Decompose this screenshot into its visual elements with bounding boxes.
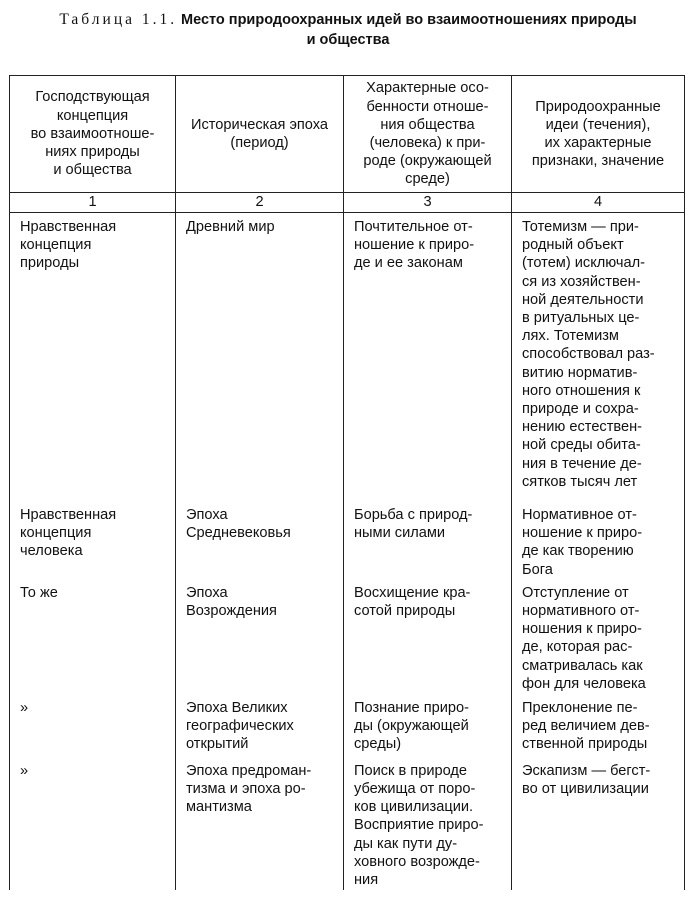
cell-text-line: Нравственная [20, 219, 117, 235]
caption-title-line2: и общества [306, 32, 390, 48]
cell-text-line: де, которая рас- [522, 639, 633, 656]
cell-text-line: ния общества [380, 116, 475, 133]
cell-text-line: » [20, 699, 29, 716]
cell-text-line: ной деятельности [522, 291, 644, 308]
table-row [10, 757, 685, 890]
cell-text-line: (тотем) исключал- [522, 255, 645, 272]
cell-ideas [512, 694, 685, 757]
cell-text-line: их характерные [544, 135, 652, 151]
cell-text-line: убежища от поро- [354, 781, 476, 798]
header-cell-epoch [176, 76, 344, 193]
cell-epoch [176, 757, 344, 890]
cell-relations [344, 213, 512, 502]
cell-text-line: ды как пути ду- [354, 835, 458, 852]
cell-text-line: Господствующая [35, 89, 150, 106]
cell-text-line: во от цивилизации [522, 781, 649, 798]
cell-text-line: Эпоха Великих [186, 699, 288, 716]
cell-text-line: де и ее законам [354, 255, 463, 272]
cell-text-line: (человека) к при- [369, 135, 486, 151]
cell-text-line: среде) [405, 171, 450, 188]
cell-text-line: во взаимоотноше- [30, 125, 155, 142]
cell-concept [10, 213, 176, 502]
cell-text-line: способствовал раз- [522, 346, 655, 363]
cell-ideas [512, 579, 685, 694]
cell-ideas [512, 501, 685, 579]
cell-text-line: Историческая эпоха [190, 116, 329, 133]
cell-text-line: концепция [20, 237, 92, 254]
table-caption [0, 10, 696, 50]
cell-text-line: мантизма [186, 799, 252, 816]
cell-ideas [512, 213, 685, 502]
cell-text-line: Бога [522, 561, 553, 578]
cell-text-line: природе и сохра- [522, 401, 639, 418]
caption-title-line1: Место природоохранных идей во взаимоотношениях природы [181, 12, 637, 28]
cell-text-line: бенности отноше- [366, 98, 489, 115]
cell-relations [344, 757, 512, 890]
cell-text-line: идеи (течения), [545, 116, 651, 133]
cell-text-line: Эпоха [186, 584, 228, 601]
cell-text-line: де как творению [522, 543, 634, 560]
cell-text-line: лях. Тотемизм [522, 328, 619, 345]
cell-concept [10, 757, 176, 890]
cell-text-line: концепция [20, 525, 92, 542]
cell-text-line: ношение к приро- [354, 237, 475, 254]
cell-text-line: фон для человека [522, 675, 646, 692]
cell-text-line: витию норматив- [522, 364, 638, 381]
cell-epoch [176, 579, 344, 694]
cell-text-line: Восхищение кра- [354, 584, 471, 601]
table-row [10, 694, 685, 757]
cell-epoch [176, 213, 344, 502]
table-row [10, 501, 685, 579]
cell-text-line: и общества [53, 162, 132, 179]
cell-text-line: Древний мир [186, 219, 275, 235]
cell-text-line: Отступление от [522, 584, 629, 601]
header-cell-concept [10, 76, 176, 193]
table-row [10, 213, 685, 502]
cell-text-line: Восприятие приро- [354, 817, 484, 834]
column-number: 2 [176, 193, 344, 213]
cell-text-line: ков цивилизации. [354, 799, 474, 816]
column-number-row [10, 193, 685, 213]
cell-text-line: Нормативное от- [522, 507, 637, 523]
cell-text-line: ся из хозяйствен- [522, 273, 641, 290]
cell-relations [344, 579, 512, 694]
cell-text-line: Средневековья [186, 525, 291, 542]
cell-ideas [512, 757, 685, 890]
header-cell-relations [344, 76, 512, 193]
cell-text-line: То же [20, 584, 58, 601]
concepts-table [9, 75, 685, 890]
column-number: 3 [344, 193, 512, 213]
cell-text-line: Возрождения [186, 603, 277, 620]
cell-text-line: Природоохранные [535, 98, 661, 115]
cell-text-line: ственной природы [522, 736, 648, 753]
caption-lead: Таблица 1.1. [59, 11, 178, 28]
cell-concept [10, 694, 176, 757]
cell-text-line: Поиск в природе [354, 762, 468, 779]
cell-text-line: сматривалась как [522, 657, 643, 674]
cell-text-line: ред величием дев- [522, 718, 650, 735]
cell-text-line: географических [186, 718, 294, 735]
cell-text-line: нормативного от- [522, 603, 640, 620]
cell-text-line: Характерные осо- [366, 80, 489, 97]
cell-text-line: (период) [230, 135, 289, 151]
cell-text-line: ния [354, 872, 379, 889]
cell-relations [344, 694, 512, 757]
cell-text-line: ношения к приро- [522, 621, 642, 638]
cell-text-line: сотой природы [354, 603, 456, 620]
cell-text-line: Тотемизм — при- [522, 219, 639, 235]
cell-text-line: природы [20, 255, 80, 272]
cell-text-line: ды (окружающей [354, 718, 469, 735]
cell-text-line: роде (окружающей [363, 153, 492, 170]
column-number: 1 [10, 193, 176, 213]
cell-text-line: ния в течение де- [522, 455, 642, 472]
cell-text-line: Почтительное от- [354, 219, 473, 235]
cell-relations [344, 501, 512, 579]
cell-concept [10, 501, 176, 579]
cell-text-line: ного отношения к [522, 382, 641, 399]
cell-text-line: ховного возрожде- [354, 853, 480, 870]
cell-text-line: сятков тысяч лет [522, 473, 638, 490]
cell-text-line: ниях природы [45, 144, 140, 161]
cell-text-line: » [20, 762, 29, 779]
cell-concept [10, 579, 176, 694]
cell-text-line: ношение к приро- [522, 525, 643, 542]
cell-text-line: Эскапизм — бегст- [522, 762, 651, 779]
cell-text-line: Эпоха [186, 507, 228, 523]
cell-text-line: Познание приро- [354, 699, 469, 716]
cell-text-line: признаки, значение [531, 153, 665, 170]
cell-text-line: нению естествен- [522, 419, 643, 436]
cell-text-line: Эпоха предроман- [186, 762, 312, 779]
header-row [10, 76, 685, 193]
cell-text-line: ными силами [354, 525, 446, 542]
column-number: 4 [512, 193, 685, 213]
cell-text-line: концепция [56, 107, 129, 124]
cell-text-line: человека [20, 543, 83, 560]
cell-epoch [176, 694, 344, 757]
cell-epoch [176, 501, 344, 579]
cell-text-line: Борьба с природ- [354, 507, 473, 523]
table-row [10, 579, 685, 694]
cell-text-line: Преклонение пе- [522, 699, 638, 716]
cell-text-line: родный объект [522, 237, 624, 254]
cell-text-line: ной среды обита- [522, 437, 641, 454]
header-cell-ideas [512, 76, 685, 193]
cell-text-line: среды) [354, 736, 402, 753]
cell-text-line: Нравственная [20, 507, 117, 523]
cell-text-line: открытий [186, 736, 249, 753]
cell-text-line: в ритуальных це- [522, 310, 640, 327]
cell-text-line: тизма и эпоха ро- [186, 781, 306, 798]
